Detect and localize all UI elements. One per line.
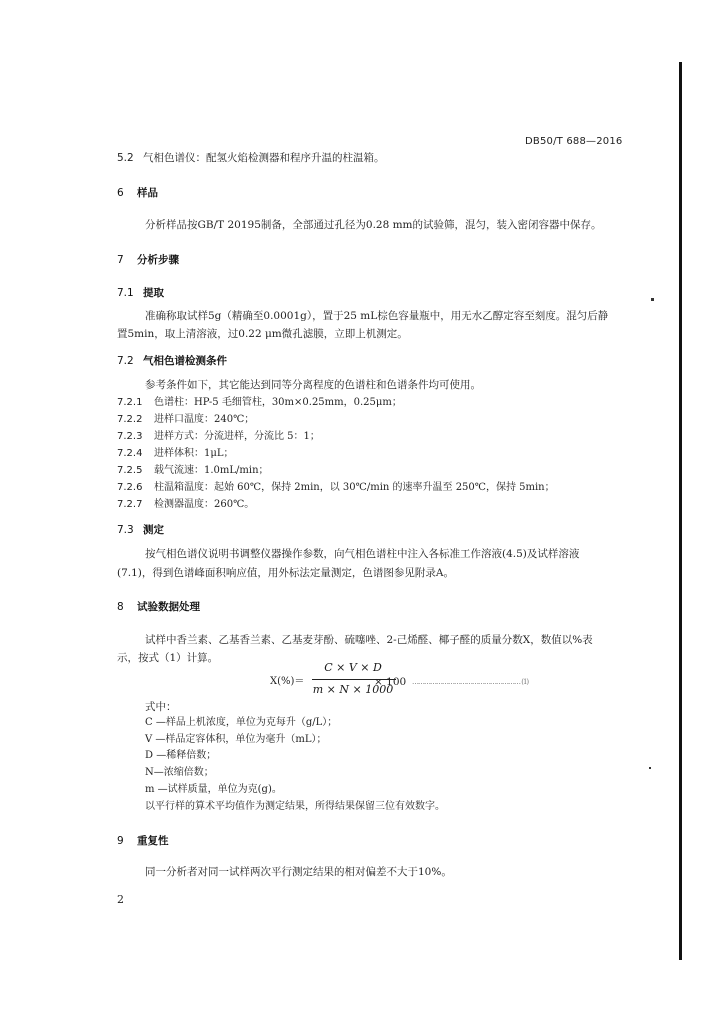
section-title: 样品 [137, 187, 158, 199]
formula-factor: × 100 [374, 676, 407, 688]
variable-definition: m —试样质量，单位为克(g)。 [145, 784, 282, 795]
clause-title: 气相色谱检测条件 [143, 355, 227, 367]
section-6-heading [117, 185, 158, 200]
denominator-text: m × N × 1000 [312, 683, 394, 696]
clause-number: 7.1 [117, 287, 134, 299]
variable-definition: C —样品上机浓度，单位为克每升（g/L）； [145, 717, 338, 728]
clause-number: 5.2 [117, 152, 134, 164]
condition-item [117, 430, 320, 443]
item-text: 进样方式：分流进样，分流比 5：1； [154, 431, 320, 442]
clause-7-3-heading [117, 522, 164, 537]
equation-number: ……………………………………………… (1) [412, 678, 529, 686]
clause-number: 7.3 [117, 524, 134, 536]
clause-7-1-heading [117, 285, 164, 300]
clause-7-3-line-1: 按气相色谱仪说明书调整仪器操作参数，向气相色谱柱中注入各标准工作溶液(4.5)及试样溶液 [145, 548, 580, 560]
scan-speck [651, 298, 654, 301]
item-text: 进样口温度：240℃； [154, 414, 255, 425]
item-text: 进样体积：1μL； [154, 448, 234, 459]
section-8-line-2: 示，按式（1）计算。 [117, 652, 219, 664]
formula-numerator [310, 661, 396, 674]
condition-item [117, 481, 555, 494]
scan-speck [649, 767, 651, 769]
result-statement: 以平行样的算术平均值作为测定结果，所得结果保留三位有效数字。 [145, 801, 445, 812]
section-9-body: 同一分析者对同一试样两次平行测定结果的相对偏差不大于10%。 [145, 866, 452, 878]
condition-item [117, 396, 402, 409]
section-7-heading [117, 252, 179, 267]
condition-item [117, 413, 254, 426]
where-label: 式中： [145, 701, 177, 713]
condition-item [117, 498, 254, 511]
item-text: 柱温箱温度：起始 60℃，保持 2min，以 30℃/min 的速率升温至 250℃，保持 5min； [154, 482, 555, 493]
scan-edge-line [679, 62, 682, 960]
item-text: 载气流速：1.0mL/min； [154, 465, 269, 476]
page-number: 2 [117, 893, 124, 906]
clause-7-2-intro: 参考条件如下，其它能达到同等分离程度的色谱柱和色谱条件均可使用。 [145, 379, 481, 391]
item-number: 7.2.2 [117, 414, 143, 425]
section-title: 分析步骤 [137, 254, 179, 266]
clause-number: 7.2 [117, 355, 134, 367]
item-number: 7.2.5 [117, 465, 143, 476]
item-number: 7.2.1 [117, 397, 143, 408]
section-number: 7 [117, 254, 124, 266]
clause-7-1-line-2: 置5min，取上清溶液，过0.22 μm微孔滤膜，立即上机测定。 [117, 328, 408, 340]
standard-number: DB50/T 688—2016 [525, 136, 623, 147]
variable-definition: V —样品定容体积，单位为毫升（mL）； [145, 734, 327, 745]
section-9-heading [117, 833, 169, 848]
clause-title: 测定 [143, 524, 164, 536]
item-number: 7.2.3 [117, 431, 143, 442]
formula-lhs: X(%)＝ [270, 676, 305, 687]
section-6-body: 分析样品按GB/T 20195制备，全部通过孔径为0.28 mm的试验筛，混匀，装入密闭容器中保存。 [145, 219, 602, 231]
variable-definition: D —稀释倍数； [145, 750, 217, 761]
item-text: 检测器温度：260℃。 [154, 499, 255, 510]
clause-text: 气相色谱仪：配氢火焰检测器和程序升温的柱温箱。 [143, 152, 385, 164]
item-number: 7.2.7 [117, 499, 143, 510]
clause-7-2-heading [117, 353, 227, 368]
item-number: 7.2.6 [117, 482, 143, 493]
section-number: 9 [117, 835, 124, 847]
condition-item [117, 464, 269, 477]
section-title: 重复性 [137, 835, 169, 847]
item-number: 7.2.4 [117, 448, 143, 459]
section-number: 8 [117, 601, 124, 613]
clause-5-2 [117, 151, 385, 165]
clause-title: 提取 [143, 287, 164, 299]
section-title: 试验数据处理 [137, 601, 200, 613]
section-8-heading [117, 599, 200, 614]
condition-item [117, 447, 234, 460]
clause-7-3-line-2: (7.1)，得到色谱峰面积响应值，用外标法定量测定，色谱图参见附录A。 [117, 567, 454, 579]
section-number: 6 [117, 187, 124, 199]
item-text: 色谱柱：HP-5 毛细管柱，30m×0.25mm，0.25μm； [154, 397, 402, 408]
variable-definition: N—浓缩倍数； [145, 767, 214, 778]
clause-7-1-line-1: 准确称取试样5g（精确至0.0001g），置于25 mL棕色容量瓶中，用无水乙醇定容至刻度。混匀后静 [145, 310, 609, 322]
section-8-line-1: 试样中香兰素、乙基香兰素、乙基麦芽酚、硫噻唑、2-己烯醛、椰子醛的质量分数X，数值以%表 [145, 634, 593, 646]
numerator-text: C × V × D [324, 661, 382, 674]
